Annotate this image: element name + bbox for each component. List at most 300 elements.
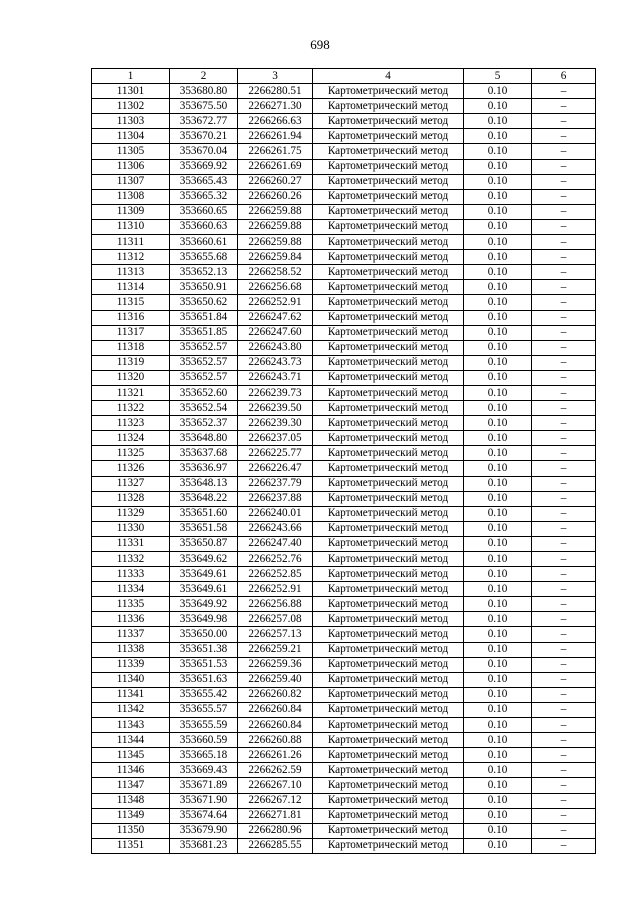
y-coordinate-cell: 2266261.26 (238, 748, 313, 763)
note-cell: – (532, 144, 596, 159)
method-cell: Картометрический метод (313, 265, 464, 280)
accuracy-cell: 0.10 (464, 687, 532, 702)
point-number-cell: 11343 (92, 718, 170, 733)
point-number-cell: 11309 (92, 204, 170, 219)
accuracy-cell: 0.10 (464, 431, 532, 446)
x-coordinate-cell: 353652.57 (170, 340, 238, 355)
table-row (92, 733, 596, 748)
x-coordinate-cell: 353649.61 (170, 567, 238, 582)
point-number-cell: 11342 (92, 702, 170, 717)
accuracy-cell: 0.10 (464, 159, 532, 174)
y-coordinate-cell: 2266266.63 (238, 114, 313, 129)
x-coordinate-cell: 353660.63 (170, 219, 238, 234)
table-row (92, 808, 596, 823)
note-cell: – (532, 446, 596, 461)
method-cell: Картометрический метод (313, 838, 464, 853)
accuracy-cell: 0.10 (464, 250, 532, 265)
method-cell: Картометрический метод (313, 597, 464, 612)
note-cell: – (532, 189, 596, 204)
x-coordinate-cell: 353636.97 (170, 461, 238, 476)
method-cell: Картометрический метод (313, 295, 464, 310)
y-coordinate-cell: 2266243.73 (238, 355, 313, 370)
method-cell: Картометрический метод (313, 144, 464, 159)
accuracy-cell: 0.10 (464, 446, 532, 461)
table-row (92, 144, 596, 159)
note-cell: – (532, 325, 596, 340)
x-coordinate-cell: 353651.60 (170, 506, 238, 521)
y-coordinate-cell: 2266267.10 (238, 778, 313, 793)
table-row (92, 204, 596, 219)
note-cell: – (532, 355, 596, 370)
table-row (92, 823, 596, 838)
y-coordinate-cell: 2266226.47 (238, 461, 313, 476)
x-coordinate-cell: 353649.62 (170, 552, 238, 567)
y-coordinate-cell: 2266271.81 (238, 808, 313, 823)
method-cell: Картометрический метод (313, 536, 464, 551)
y-coordinate-cell: 2266247.40 (238, 536, 313, 551)
table-row (92, 159, 596, 174)
method-cell: Картометрический метод (313, 340, 464, 355)
table-row (92, 189, 596, 204)
note-cell: – (532, 235, 596, 250)
point-number-cell: 11339 (92, 657, 170, 672)
y-coordinate-cell: 2266280.51 (238, 84, 313, 99)
x-coordinate-cell: 353665.43 (170, 174, 238, 189)
table-row (92, 235, 596, 250)
y-coordinate-cell: 2266261.69 (238, 159, 313, 174)
table-row (92, 114, 596, 129)
accuracy-cell: 0.10 (464, 702, 532, 717)
note-cell: – (532, 552, 596, 567)
x-coordinate-cell: 353651.58 (170, 521, 238, 536)
accuracy-cell: 0.10 (464, 552, 532, 567)
point-number-cell: 11328 (92, 491, 170, 506)
accuracy-cell: 0.10 (464, 793, 532, 808)
method-cell: Картометрический метод (313, 416, 464, 431)
point-number-cell: 11346 (92, 763, 170, 778)
table-row (92, 521, 596, 536)
note-cell: – (532, 401, 596, 416)
y-coordinate-cell: 2266237.79 (238, 476, 313, 491)
method-cell: Картометрический метод (313, 401, 464, 416)
point-number-cell: 11324 (92, 431, 170, 446)
x-coordinate-cell: 353670.21 (170, 129, 238, 144)
point-number-cell: 11317 (92, 325, 170, 340)
method-cell: Картометрический метод (313, 204, 464, 219)
point-number-cell: 11350 (92, 823, 170, 838)
x-coordinate-cell: 353660.59 (170, 733, 238, 748)
note-cell: – (532, 521, 596, 536)
point-number-cell: 11320 (92, 370, 170, 385)
accuracy-cell: 0.10 (464, 582, 532, 597)
accuracy-cell: 0.10 (464, 310, 532, 325)
point-number-cell: 11313 (92, 265, 170, 280)
x-coordinate-cell: 353648.80 (170, 431, 238, 446)
y-coordinate-cell: 2266239.73 (238, 385, 313, 400)
point-number-cell: 11330 (92, 521, 170, 536)
method-cell: Картометрический метод (313, 325, 464, 340)
x-coordinate-cell: 353670.04 (170, 144, 238, 159)
x-coordinate-cell: 353669.92 (170, 159, 238, 174)
y-coordinate-cell: 2266259.88 (238, 204, 313, 219)
y-coordinate-cell: 2266260.84 (238, 718, 313, 733)
point-number-cell: 11316 (92, 310, 170, 325)
point-number-cell: 11333 (92, 567, 170, 582)
method-cell: Картометрический метод (313, 84, 464, 99)
accuracy-cell: 0.10 (464, 265, 532, 280)
x-coordinate-cell: 353652.57 (170, 355, 238, 370)
accuracy-cell: 0.10 (464, 370, 532, 385)
table-row (92, 552, 596, 567)
note-cell: – (532, 280, 596, 295)
x-coordinate-cell: 353637.68 (170, 446, 238, 461)
point-number-cell: 11332 (92, 552, 170, 567)
method-cell: Картометрический метод (313, 461, 464, 476)
accuracy-cell: 0.10 (464, 461, 532, 476)
table-row (92, 401, 596, 416)
method-cell: Картометрический метод (313, 627, 464, 642)
point-number-cell: 11312 (92, 250, 170, 265)
point-number-cell: 11308 (92, 189, 170, 204)
x-coordinate-cell: 353652.54 (170, 401, 238, 416)
y-coordinate-cell: 2266262.59 (238, 763, 313, 778)
y-coordinate-cell: 2266237.05 (238, 431, 313, 446)
note-cell: – (532, 793, 596, 808)
y-coordinate-cell: 2266260.82 (238, 687, 313, 702)
accuracy-cell: 0.10 (464, 295, 532, 310)
y-coordinate-cell: 2266257.08 (238, 612, 313, 627)
accuracy-cell: 0.10 (464, 99, 532, 114)
method-cell: Картометрический метод (313, 310, 464, 325)
table-row (92, 582, 596, 597)
table-row (92, 370, 596, 385)
accuracy-cell: 0.10 (464, 219, 532, 234)
coordinates-table (91, 68, 596, 854)
x-coordinate-cell: 353652.60 (170, 385, 238, 400)
table-row (92, 642, 596, 657)
page-number: 698 (310, 37, 330, 52)
y-coordinate-cell: 2266247.62 (238, 310, 313, 325)
point-number-cell: 11314 (92, 280, 170, 295)
table-row (92, 476, 596, 491)
table-row (92, 265, 596, 280)
accuracy-cell: 0.10 (464, 808, 532, 823)
note-cell: – (532, 370, 596, 385)
method-cell: Картометрический метод (313, 763, 464, 778)
method-cell: Картометрический метод (313, 687, 464, 702)
point-number-cell: 11325 (92, 446, 170, 461)
point-number-cell: 11331 (92, 536, 170, 551)
method-cell: Картометрический метод (313, 219, 464, 234)
y-coordinate-cell: 2266260.27 (238, 174, 313, 189)
note-cell: – (532, 310, 596, 325)
table-row (92, 702, 596, 717)
note-cell: – (532, 763, 596, 778)
accuracy-cell: 0.10 (464, 280, 532, 295)
accuracy-cell: 0.10 (464, 627, 532, 642)
point-number-cell: 11304 (92, 129, 170, 144)
x-coordinate-cell: 353649.61 (170, 582, 238, 597)
accuracy-cell: 0.10 (464, 733, 532, 748)
method-cell: Картометрический метод (313, 114, 464, 129)
accuracy-cell: 0.10 (464, 340, 532, 355)
point-number-cell: 11347 (92, 778, 170, 793)
column-header: 5 (464, 69, 532, 84)
point-number-cell: 11301 (92, 84, 170, 99)
note-cell: – (532, 748, 596, 763)
accuracy-cell: 0.10 (464, 129, 532, 144)
x-coordinate-cell: 353655.42 (170, 687, 238, 702)
accuracy-cell: 0.10 (464, 491, 532, 506)
y-coordinate-cell: 2266259.84 (238, 250, 313, 265)
method-cell: Картометрический метод (313, 129, 464, 144)
table-row (92, 310, 596, 325)
y-coordinate-cell: 2266239.50 (238, 401, 313, 416)
accuracy-cell: 0.10 (464, 718, 532, 733)
x-coordinate-cell: 353648.13 (170, 476, 238, 491)
y-coordinate-cell: 2266252.85 (238, 567, 313, 582)
table-row (92, 446, 596, 461)
method-cell: Картометрический метод (313, 642, 464, 657)
method-cell: Картометрический метод (313, 99, 464, 114)
accuracy-cell: 0.10 (464, 612, 532, 627)
table-row (92, 99, 596, 114)
accuracy-cell: 0.10 (464, 748, 532, 763)
accuracy-cell: 0.10 (464, 763, 532, 778)
y-coordinate-cell: 2266259.36 (238, 657, 313, 672)
point-number-cell: 11302 (92, 99, 170, 114)
note-cell: – (532, 642, 596, 657)
note-cell: – (532, 702, 596, 717)
point-number-cell: 11338 (92, 642, 170, 657)
x-coordinate-cell: 353672.77 (170, 114, 238, 129)
y-coordinate-cell: 2266285.55 (238, 838, 313, 853)
note-cell: – (532, 340, 596, 355)
point-number-cell: 11345 (92, 748, 170, 763)
table-row (92, 657, 596, 672)
x-coordinate-cell: 353648.22 (170, 491, 238, 506)
table-row (92, 612, 596, 627)
table-row (92, 416, 596, 431)
x-coordinate-cell: 353652.13 (170, 265, 238, 280)
note-cell: – (532, 672, 596, 687)
accuracy-cell: 0.10 (464, 189, 532, 204)
point-number-cell: 11337 (92, 627, 170, 642)
y-coordinate-cell: 2266256.68 (238, 280, 313, 295)
note-cell: – (532, 718, 596, 733)
note-cell: – (532, 461, 596, 476)
x-coordinate-cell: 353655.59 (170, 718, 238, 733)
note-cell: – (532, 265, 596, 280)
accuracy-cell: 0.10 (464, 325, 532, 340)
note-cell: – (532, 778, 596, 793)
column-header: 3 (238, 69, 313, 84)
x-coordinate-cell: 353650.87 (170, 536, 238, 551)
y-coordinate-cell: 2266243.66 (238, 521, 313, 536)
method-cell: Картометрический метод (313, 250, 464, 265)
note-cell: – (532, 99, 596, 114)
y-coordinate-cell: 2266257.13 (238, 627, 313, 642)
point-number-cell: 11335 (92, 597, 170, 612)
note-cell: – (532, 84, 596, 99)
header-row (92, 69, 596, 84)
table-row (92, 129, 596, 144)
point-number-cell: 11327 (92, 476, 170, 491)
x-coordinate-cell: 353665.18 (170, 748, 238, 763)
accuracy-cell: 0.10 (464, 567, 532, 582)
point-number-cell: 11321 (92, 385, 170, 400)
table-row (92, 219, 596, 234)
y-coordinate-cell: 2266261.75 (238, 144, 313, 159)
accuracy-cell: 0.10 (464, 506, 532, 521)
accuracy-cell: 0.10 (464, 416, 532, 431)
column-header: 2 (170, 69, 238, 84)
method-cell: Картометрический метод (313, 159, 464, 174)
point-number-cell: 11315 (92, 295, 170, 310)
method-cell: Картометрический метод (313, 476, 464, 491)
y-coordinate-cell: 2266261.94 (238, 129, 313, 144)
x-coordinate-cell: 353681.23 (170, 838, 238, 853)
method-cell: Картометрический метод (313, 672, 464, 687)
method-cell: Картометрический метод (313, 657, 464, 672)
method-cell: Картометрический метод (313, 612, 464, 627)
accuracy-cell: 0.10 (464, 778, 532, 793)
accuracy-cell: 0.10 (464, 642, 532, 657)
point-number-cell: 11334 (92, 582, 170, 597)
point-number-cell: 11307 (92, 174, 170, 189)
x-coordinate-cell: 353679.90 (170, 823, 238, 838)
y-coordinate-cell: 2266239.30 (238, 416, 313, 431)
y-coordinate-cell: 2266252.91 (238, 582, 313, 597)
accuracy-cell: 0.10 (464, 672, 532, 687)
method-cell: Картометрический метод (313, 506, 464, 521)
note-cell: – (532, 295, 596, 310)
note-cell: – (532, 808, 596, 823)
y-coordinate-cell: 2266225.77 (238, 446, 313, 461)
column-header: 4 (313, 69, 464, 84)
y-coordinate-cell: 2266259.88 (238, 235, 313, 250)
table-row (92, 385, 596, 400)
x-coordinate-cell: 353649.98 (170, 612, 238, 627)
y-coordinate-cell: 2266256.88 (238, 597, 313, 612)
method-cell: Картометрический метод (313, 235, 464, 250)
note-cell: – (532, 476, 596, 491)
table-row (92, 793, 596, 808)
y-coordinate-cell: 2266243.80 (238, 340, 313, 355)
x-coordinate-cell: 353660.65 (170, 204, 238, 219)
method-cell: Картометрический метод (313, 280, 464, 295)
y-coordinate-cell: 2266252.91 (238, 295, 313, 310)
method-cell: Картометрический метод (313, 521, 464, 536)
y-coordinate-cell: 2266280.96 (238, 823, 313, 838)
accuracy-cell: 0.10 (464, 838, 532, 853)
accuracy-cell: 0.10 (464, 144, 532, 159)
method-cell: Картометрический метод (313, 491, 464, 506)
x-coordinate-cell: 353680.80 (170, 84, 238, 99)
accuracy-cell: 0.10 (464, 385, 532, 400)
note-cell: – (532, 416, 596, 431)
accuracy-cell: 0.10 (464, 536, 532, 551)
y-coordinate-cell: 2266258.52 (238, 265, 313, 280)
method-cell: Картометрический метод (313, 793, 464, 808)
x-coordinate-cell: 353655.57 (170, 702, 238, 717)
point-number-cell: 11303 (92, 114, 170, 129)
point-number-cell: 11322 (92, 401, 170, 416)
note-cell: – (532, 733, 596, 748)
note-cell: – (532, 597, 596, 612)
x-coordinate-cell: 353655.68 (170, 250, 238, 265)
note-cell: – (532, 506, 596, 521)
point-number-cell: 11329 (92, 506, 170, 521)
accuracy-cell: 0.10 (464, 235, 532, 250)
method-cell: Картометрический метод (313, 174, 464, 189)
accuracy-cell: 0.10 (464, 597, 532, 612)
table-row (92, 340, 596, 355)
method-cell: Картометрический метод (313, 552, 464, 567)
table-row (92, 778, 596, 793)
table-row (92, 355, 596, 370)
note-cell: – (532, 159, 596, 174)
y-coordinate-cell: 2266259.21 (238, 642, 313, 657)
column-header: 1 (92, 69, 170, 84)
note-cell: – (532, 385, 596, 400)
table-row (92, 280, 596, 295)
x-coordinate-cell: 353675.50 (170, 99, 238, 114)
x-coordinate-cell: 353652.37 (170, 416, 238, 431)
table-row (92, 491, 596, 506)
note-cell: – (532, 219, 596, 234)
table-row (92, 250, 596, 265)
x-coordinate-cell: 353650.00 (170, 627, 238, 642)
table-row (92, 506, 596, 521)
accuracy-cell: 0.10 (464, 114, 532, 129)
x-coordinate-cell: 353650.62 (170, 295, 238, 310)
table-row (92, 687, 596, 702)
note-cell: – (532, 627, 596, 642)
x-coordinate-cell: 353649.92 (170, 597, 238, 612)
accuracy-cell: 0.10 (464, 657, 532, 672)
x-coordinate-cell: 353674.64 (170, 808, 238, 823)
note-cell: – (532, 250, 596, 265)
point-number-cell: 11348 (92, 793, 170, 808)
y-coordinate-cell: 2266240.01 (238, 506, 313, 521)
table-row (92, 748, 596, 763)
y-coordinate-cell: 2266259.40 (238, 672, 313, 687)
column-header: 6 (532, 69, 596, 84)
accuracy-cell: 0.10 (464, 476, 532, 491)
point-number-cell: 11319 (92, 355, 170, 370)
table-row (92, 84, 596, 99)
y-coordinate-cell: 2266260.26 (238, 189, 313, 204)
x-coordinate-cell: 353651.85 (170, 325, 238, 340)
note-cell: – (532, 567, 596, 582)
y-coordinate-cell: 2266237.88 (238, 491, 313, 506)
note-cell: – (532, 129, 596, 144)
method-cell: Картометрический метод (313, 582, 464, 597)
method-cell: Картометрический метод (313, 748, 464, 763)
method-cell: Картометрический метод (313, 733, 464, 748)
point-number-cell: 11344 (92, 733, 170, 748)
x-coordinate-cell: 353652.57 (170, 370, 238, 385)
x-coordinate-cell: 353651.84 (170, 310, 238, 325)
table-row (92, 838, 596, 853)
point-number-cell: 11323 (92, 416, 170, 431)
note-cell: – (532, 431, 596, 446)
table-row (92, 536, 596, 551)
method-cell: Картометрический метод (313, 370, 464, 385)
accuracy-cell: 0.10 (464, 84, 532, 99)
note-cell: – (532, 582, 596, 597)
